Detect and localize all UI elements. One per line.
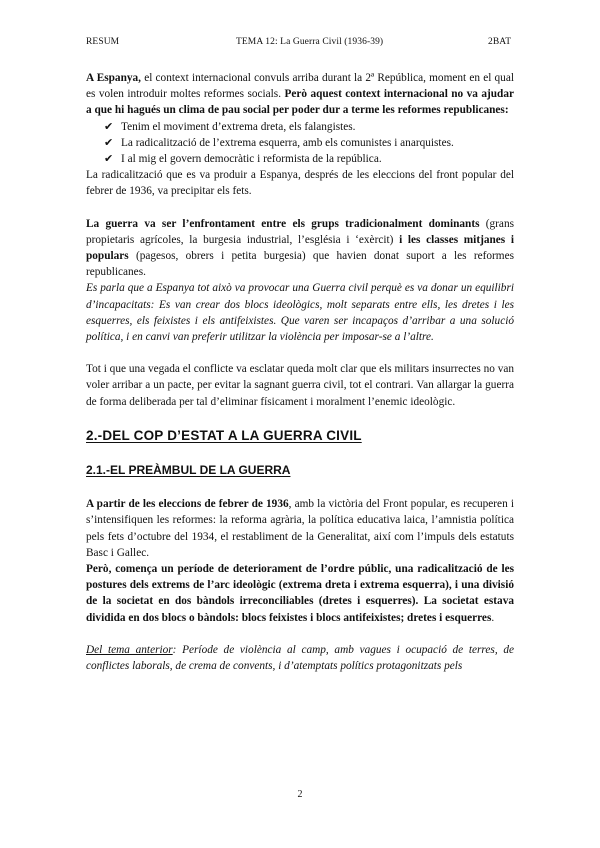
- subsection-title: 2.1.-EL PREÀMBUL DE LA GUERRA: [86, 463, 291, 478]
- tema-anterior-paragraph: [86, 642, 514, 674]
- eleccions-paragraph: [86, 496, 514, 561]
- checklist: [86, 119, 514, 168]
- guerra-bold-2: i les classes mitjanes i populars: [86, 233, 514, 263]
- radicalitzacio-paragraph: La radicalització que es va produir a Espanya, després de les eleccions del front popular del febrer de 1936, va precipitar els fets.: [86, 169, 514, 198]
- check-icon: ✔: [104, 152, 114, 166]
- tema-anterior-link: Del tema anterior: [86, 643, 173, 656]
- list-item-text: La radicalització de l’extrema esquerra, amb els comunistes i anarquistes.: [121, 136, 454, 149]
- italic-paragraph: Es parla que a Espanya tot això va provocar una Guerra civil perquè es va donar un equilibri d’incapacitats: Es van crear dos blocs ideològics, molt separats entre ells, les dretes i les esquerres, els feixistes i els antifeixistes. Que varen ser incapaços d’arribar a una solució política, i en canvi van preferir utilitzar la violència per imposar-se a l’altre.: [86, 282, 514, 344]
- intro-text: el context internacional convuls arriba durant la 2ª República, moment en el qual es volen introduir moltes reformes socials.: [86, 72, 514, 101]
- document-body: [86, 70, 514, 674]
- check-icon: ✔: [104, 119, 114, 133]
- intro-paragraph: [86, 70, 514, 119]
- intro-lead: A Espanya,: [86, 72, 141, 84]
- guerra-text-2: (pagesos, obrers i petita burgesia) que havien donat suport a les reformes republicanes.: [86, 250, 514, 279]
- guerra-paragraph: [86, 216, 514, 281]
- pero-paragraph: [86, 561, 514, 626]
- eleccions-bold: A partir de les eleccions de febrer de 1936: [86, 498, 289, 511]
- tema-anterior-text: : Període de violència al camp, amb vagues i ocupació de terres, de conflictes laborals, de crema de convents, i d’atemptats polítics protagonitzats pels: [86, 643, 514, 673]
- intro-bold: Però aquest context internacional no va ajudar a que hi hagués un clima de pau social per poder dur a terme les reformes republicanes:: [86, 88, 514, 117]
- eleccions-text: , amb la victòria del Front popular, es recuperen i s’intensifiquen les reformes: la reforma agrària, la política educativa laica, l’amnistia política pels fets d’octubre del 1934, el restabliment de la Generalitat, així com l’impuls dels estatuts Basc i Gallec.: [86, 498, 514, 559]
- list-item-text: Tenim el moviment d’extrema dreta, els falangistes.: [121, 120, 356, 133]
- list-item-text: I al mig el govern democràtic i reformista de la república.: [121, 153, 382, 166]
- pero-end: .: [491, 611, 495, 624]
- pero-bold: Però, comença un període de deteriorament de l’ordre públic, una radicalització de les postures dels extrems de l’arc ideològic (extrema dreta i extrema esquerra), i una divisió de la societat en dos bàndols irreconciliables (dretes i esquerres). La societat estava dividida en dos blocs o bàndols: blocs feixistes i blocs antifeixistes; dretes i esquerres: [86, 563, 514, 624]
- list-item: [104, 151, 514, 167]
- list-item: [104, 119, 514, 135]
- header-right: 2BAT: [488, 37, 512, 47]
- section-title: 2.-DEL COP D’ESTAT A LA GUERRA CIVIL: [86, 427, 362, 443]
- header-left: RESUM: [86, 37, 120, 47]
- list-item: [104, 135, 514, 151]
- conflicte-paragraph: Tot i que una vegada el conflicte va esclatar queda molt clar que els militars insurrectes no van voler arribar a un pacte, per evitar la sagnant guerra civil, tot el contrari. Van allargar la guerra de forma deliberada per tal d’eliminar físicament i moralment l’enemic ideològic.: [86, 363, 515, 408]
- check-icon: ✔: [104, 135, 114, 149]
- guerra-text-1: (grans propietaris agrícoles, la burgesia industrial, l’església i ‘exèrcit): [86, 217, 514, 246]
- header-title: TEMA 12: La Guerra Civil (1936-39): [236, 37, 384, 47]
- page-number: 2: [297, 789, 303, 800]
- guerra-bold-1: La guerra va ser l’enfrontament entre els grups tradicionalment dominants: [86, 217, 480, 230]
